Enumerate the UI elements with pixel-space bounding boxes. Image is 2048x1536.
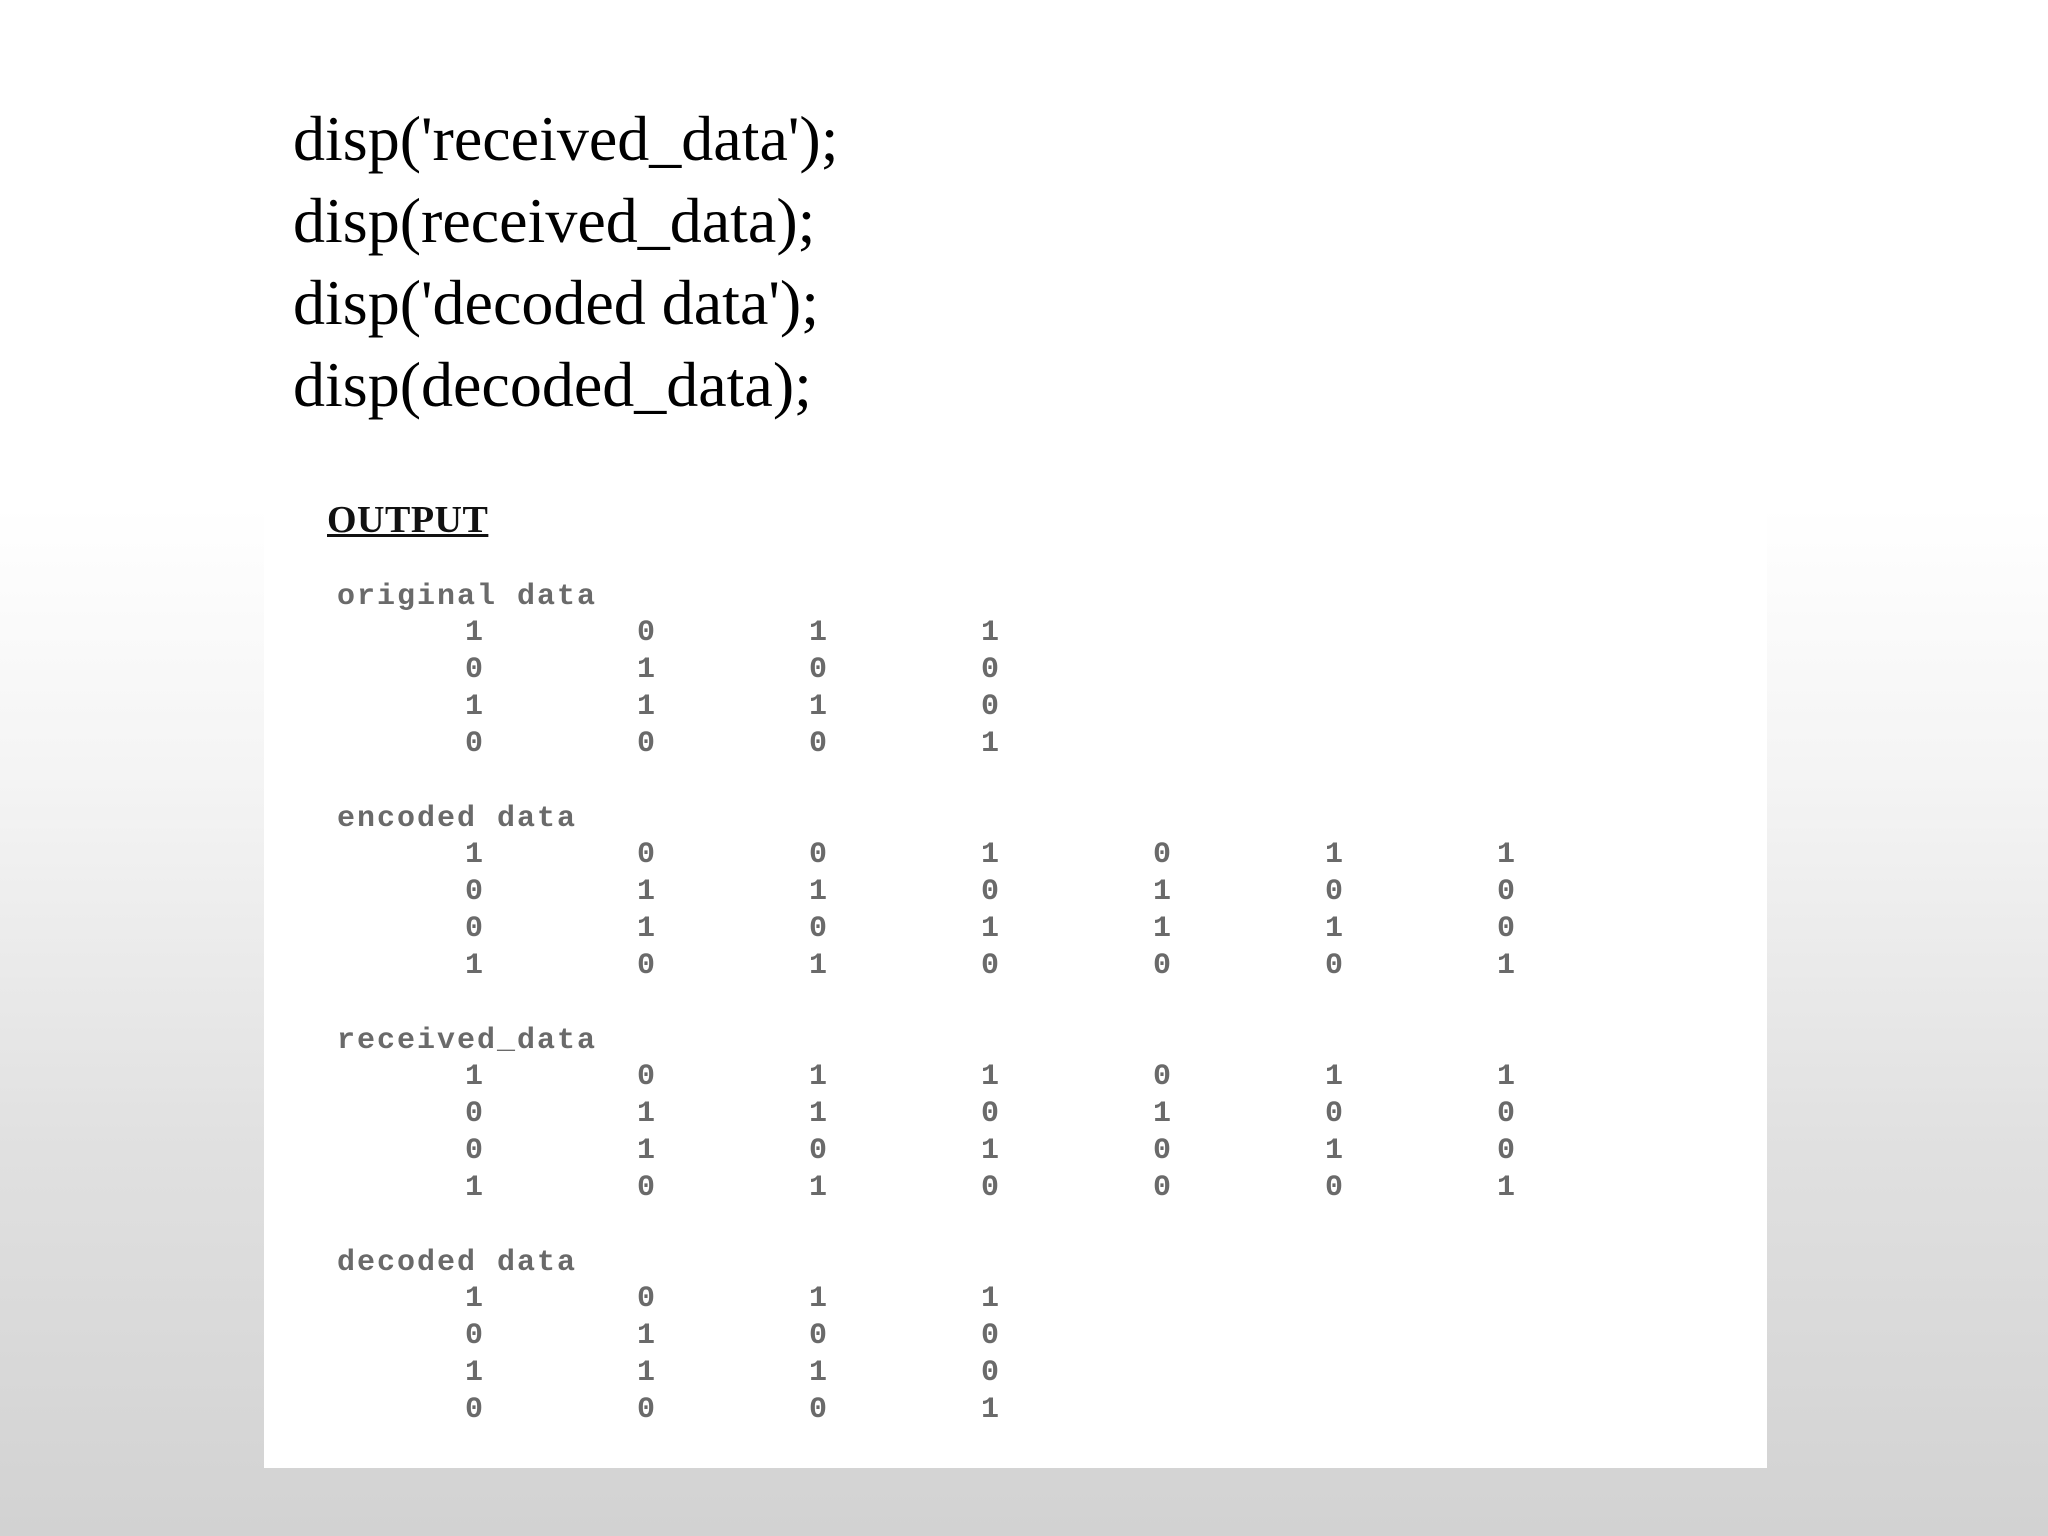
matrix-cell: 0 [1152,1171,1171,1205]
matrix-cell: 1 [808,1282,827,1316]
matrix-cell: 0 [636,727,655,761]
matrix-cell: 0 [1496,912,1515,946]
matrix-cell: 0 [636,1060,655,1094]
matrix-cell: 0 [1496,875,1515,909]
matrix-cell: 1 [980,1282,999,1316]
matrix-cell: 0 [980,1171,999,1205]
matrix-cell: 0 [808,1393,827,1427]
matrix-cell: 0 [1152,838,1171,872]
matrix-cell: 1 [1324,912,1343,946]
matrix-cell: 1 [808,616,827,650]
matrix-cell: 1 [464,1171,483,1205]
matrix-cell: 1 [980,1134,999,1168]
matrix-cell: 0 [636,616,655,650]
matrix-cell: 1 [980,1393,999,1427]
matrix-cell: 0 [808,1319,827,1353]
matrix-cell: 1 [808,1060,827,1094]
matrix-cell: 1 [464,1356,483,1390]
matrix-cell: 0 [808,838,827,872]
matrix-cell: 0 [464,912,483,946]
matrix-cell: 0 [1496,1134,1515,1168]
matrix-cell: 0 [1152,949,1171,983]
matrix-cell: 0 [980,1319,999,1353]
output-panel [264,478,1767,1468]
matrix-cell: 1 [980,838,999,872]
matrix-cell: 1 [636,653,655,687]
matrix-cell: 1 [808,875,827,909]
matrix-cell: 0 [1152,1060,1171,1094]
matrix-cell: 0 [1324,1171,1343,1205]
matrix-cell: 0 [1152,1134,1171,1168]
output-heading: OUTPUT [327,499,489,541]
matrix-cell: 1 [808,949,827,983]
matrix-cell: 1 [1324,1060,1343,1094]
code-line: disp('received_data'); [293,103,839,174]
matrix-cell: 1 [636,690,655,724]
code-block [293,98,838,426]
matrix-cell: 0 [808,1134,827,1168]
matrix-cell: 1 [1152,1097,1171,1131]
matrix-cell: 0 [636,949,655,983]
matrix-cell: 1 [636,1097,655,1131]
matrix-cell: 0 [980,690,999,724]
matrix-cell: 0 [1324,1097,1343,1131]
matrix-cell: 1 [1152,875,1171,909]
code-line: disp('decoded data'); [293,267,819,338]
matrix-cell: 0 [980,1356,999,1390]
matrix-cell: 0 [636,838,655,872]
section-title: original data [337,580,598,614]
matrix-cell: 1 [464,690,483,724]
matrix-cell: 0 [980,875,999,909]
matrix-cell: 0 [1496,1097,1515,1131]
section-title: encoded data [337,802,578,836]
matrix-cell: 1 [1324,1134,1343,1168]
matrix-cell: 1 [464,949,483,983]
matrix-cell: 1 [1496,1171,1515,1205]
matrix-cell: 0 [464,875,483,909]
matrix-cell: 0 [1324,949,1343,983]
matrix-cell: 1 [636,875,655,909]
matrix-cell: 1 [980,616,999,650]
code-line: disp(decoded_data); [293,349,812,420]
matrix-cell: 0 [636,1393,655,1427]
matrix-cell: 1 [636,1356,655,1390]
matrix-cell: 0 [464,1393,483,1427]
matrix-cell: 0 [464,1097,483,1131]
matrix-cell: 1 [808,690,827,724]
matrix-cell: 0 [980,949,999,983]
matrix-cell: 1 [464,616,483,650]
matrix-cell: 1 [1324,838,1343,872]
matrix-cell: 0 [808,912,827,946]
matrix-cell: 0 [1324,875,1343,909]
matrix-cell: 1 [808,1097,827,1131]
matrix-cell: 1 [1496,838,1515,872]
matrix-cell: 1 [980,727,999,761]
matrix-cell: 1 [980,1060,999,1094]
matrix-cell: 1 [464,1060,483,1094]
matrix-cell: 1 [808,1356,827,1390]
matrix-cell: 0 [464,1319,483,1353]
matrix-cell: 0 [980,653,999,687]
matrix-cell: 0 [464,653,483,687]
matrix-cell: 1 [464,1282,483,1316]
matrix-cell: 0 [464,1134,483,1168]
matrix-cell: 1 [1496,949,1515,983]
matrix-cell: 1 [636,912,655,946]
matrix-cell: 0 [980,1097,999,1131]
section-title: received_data [337,1024,598,1058]
matrix-cell: 1 [808,1171,827,1205]
matrix-cell: 1 [636,1134,655,1168]
matrix-cell: 1 [636,1319,655,1353]
matrix-cell: 0 [808,653,827,687]
matrix-cell: 1 [980,912,999,946]
matrix-cell: 1 [1152,912,1171,946]
matrix-cell: 1 [1496,1060,1515,1094]
code-line: disp(received_data); [293,185,816,256]
matrix-cell: 0 [636,1282,655,1316]
matrix-cell: 0 [636,1171,655,1205]
section-title: decoded data [337,1246,578,1280]
matrix-cell: 1 [464,838,483,872]
matrix-cell: 0 [464,727,483,761]
matrix-cell: 0 [808,727,827,761]
